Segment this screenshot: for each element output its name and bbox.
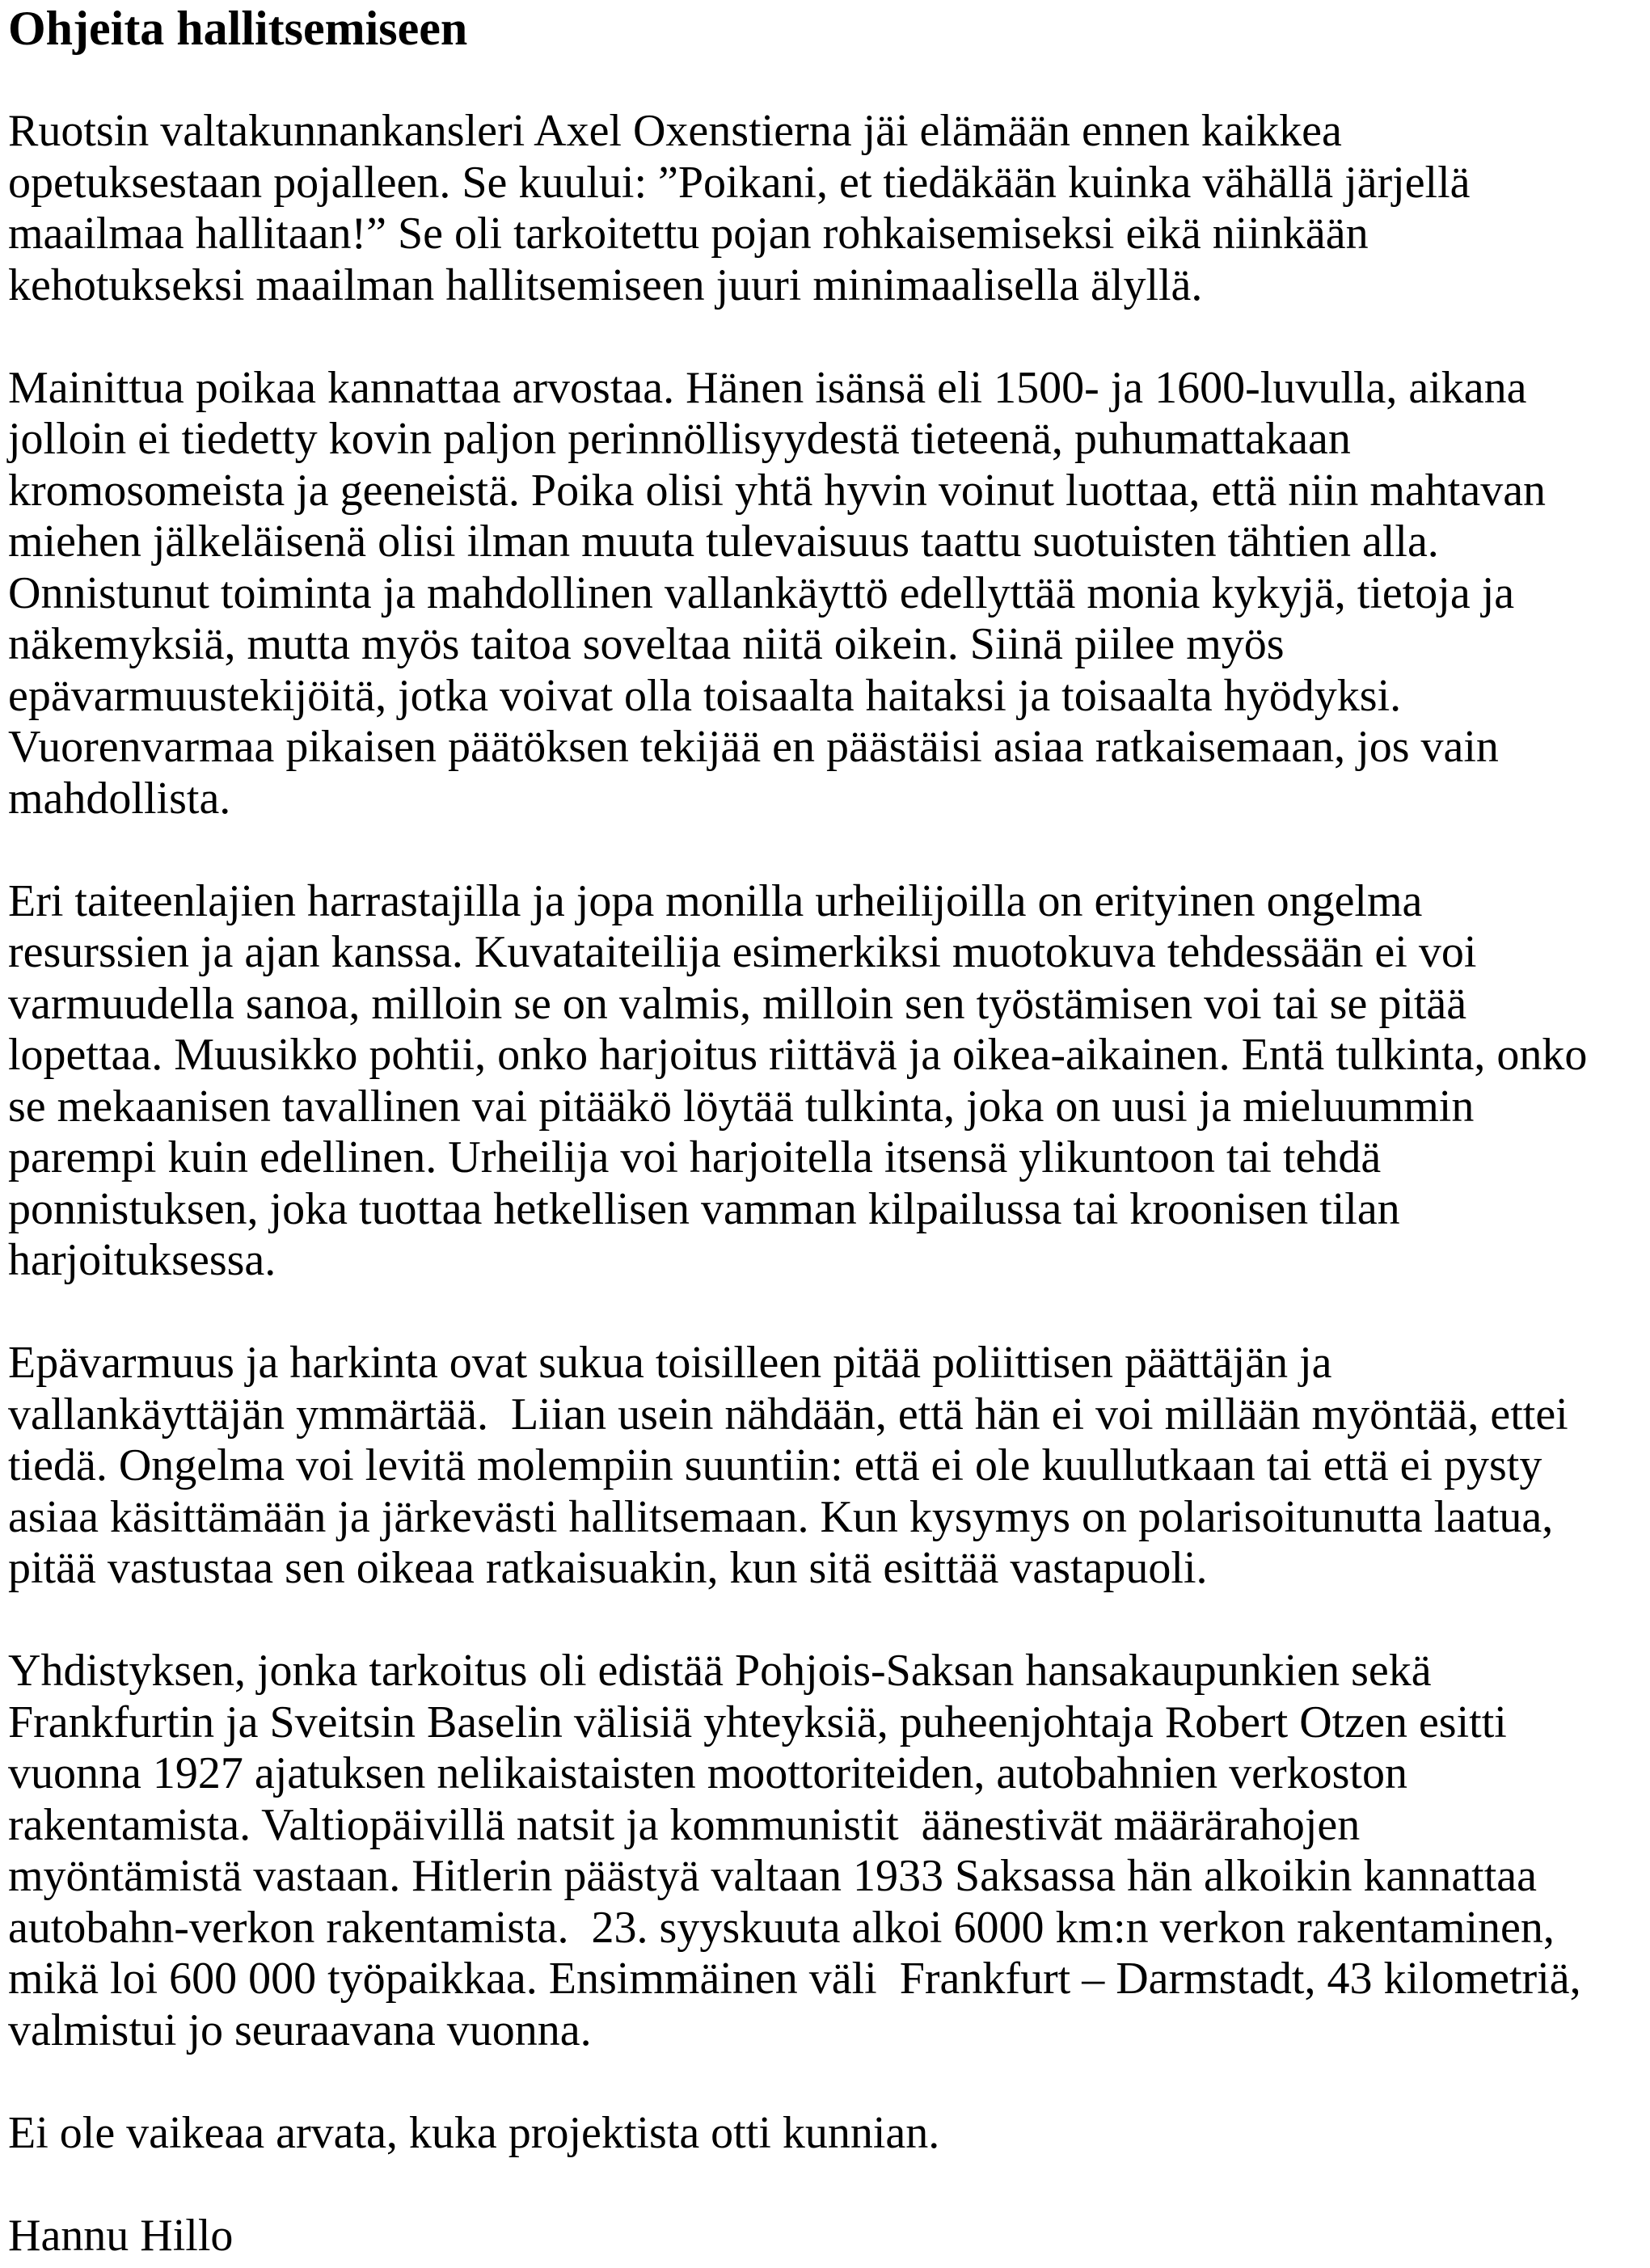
text-line: myöntämistä vastaan. Hitlerin päästyä valtaan 1933 Saksassa hän alkoikin kannattaa	[8, 1851, 1538, 1901]
paragraph-autobahn	[8, 1646, 1645, 2056]
text-line: Yhdistyksen, jonka tarkoitus oli edistää Pohjois-Saksan hansakaupunkien sekä	[8, 1646, 1432, 1696]
text-line: pitää vastustaa sen oikeaa ratkaisuakin, kun sitä esittää vastapuoli.	[8, 1543, 1208, 1593]
text-line: lopettaa. Muusikko pohtii, onko harjoitus riittävä ja oikea-aikainen. Entä tulkinta, onko	[8, 1030, 1588, 1080]
document-title: Ohjeita hallitsemiseen	[8, 2, 468, 55]
text-line: asiaa käsittämään ja järkevästi hallitsemaan. Kun kysymys on polarisoitunutta laatua,	[8, 1491, 1554, 1542]
document-page	[8, 3, 1645, 2262]
text-line: parempi kuin edellinen. Urheilija voi harjoitella itsensä ylikuntoon tai tehdä	[8, 1132, 1382, 1182]
text-line: näkemyksiä, mutta myös taitoa soveltaa niitä oikein. Siinä piilee myös	[8, 619, 1285, 669]
author-name: Hannu Hillo	[8, 2210, 234, 2261]
text-line: Ei ole vaikeaa arvata, kuka projektista otti kunnian.	[8, 2107, 940, 2158]
text-line: miehen jälkeläisenä olisi ilman muuta tulevaisuus taattu suotuisten tähtien alla.	[8, 516, 1439, 567]
text-line: rakentamista. Valtiopäivillä natsit ja kommunistit äänestivät määrärahojen	[8, 1799, 1361, 1850]
text-line: Vuorenvarmaa pikaisen päätöksen tekijää en päästäisi asiaa ratkaisemaan, jos vain	[8, 722, 1499, 772]
paragraph-artists	[8, 876, 1645, 1287]
text-line: Eri taiteenlajien harrastajilla ja jopa monilla urheilijoilla on erityinen ongelma	[8, 875, 1423, 926]
text-line: Onnistunut toiminta ja mahdollinen vallankäyttö edellyttää monia kykyjä, tietoja ja	[8, 567, 1515, 618]
text-line: epävarmuustekijöitä, jotka voivat olla toisaalta haitaksi ja toisaalta hyödyksi.	[8, 670, 1402, 721]
text-line: harjoituksessa.	[8, 1235, 276, 1285]
paragraph-uncertainty	[8, 1338, 1645, 1595]
text-line: Ruotsin valtakunnankansleri Axel Oxenstierna jäi elämään ennen kaikkea	[8, 106, 1342, 156]
text-line: resurssien ja ajan kanssa. Kuvataiteilija esimerkiksi muotokuva tehdessään ei voi	[8, 927, 1477, 977]
text-line: se mekaanisen tavallinen vai pitääkö löytää tulkinta, joka on uusi ja mieluummin	[8, 1081, 1475, 1132]
text-line: Epävarmuus ja harkinta ovat sukua toisilleen pitää poliittisen päättäjän ja	[8, 1338, 1332, 1388]
text-line: maailmaa hallitaan!” Se oli tarkoitettu pojan rohkaisemiseksi eikä niinkään	[8, 209, 1369, 259]
text-line: vuonna 1927 ajatuksen nelikaistaisten moottoriteiden, autobahnien verkoston	[8, 1748, 1407, 1798]
author-signature	[8, 2211, 1645, 2262]
paragraph-conclusion	[8, 2108, 1645, 2160]
text-line: kehotukseksi maailman hallitsemiseen juuri minimaalisella älyllä.	[8, 259, 1203, 310]
text-line: opetuksestaan pojalleen. Se kuului: ”Poikani, et tiedäkään kuinka vähällä järjellä	[8, 157, 1471, 208]
text-line: valmistui jo seuraavana vuonna.	[8, 2005, 592, 2055]
text-line: autobahn-verkon rakentamista. 23. syyskuuta alkoi 6000 km:n verkon rakentaminen,	[8, 1902, 1555, 1953]
text-line: tiedä. Ongelma voi levitä molempiin suuntiin: että ei ole kuullutkaan tai että ei pysty	[8, 1440, 1542, 1490]
text-line: mikä loi 600 000 työpaikkaa. Ensimmäinen väli Frankfurt – Darmstadt, 43 kilometriä,	[8, 1954, 1581, 2004]
text-line: kromosomeista ja geeneistä. Poika olisi yhtä hyvin voinut luottaa, että niin mahtavan	[8, 465, 1547, 516]
text-line: Frankfurtin ja Sveitsin Baselin välisiä yhteyksiä, puheenjohtaja Robert Otzen esitti	[8, 1697, 1507, 1747]
text-line: vallankäyttäjän ymmärtää. Liian usein nähdään, että hän ei voi millään myöntää, ettei	[8, 1389, 1568, 1440]
text-line: jolloin ei tiedetty kovin paljon perinnöllisyydestä tieteenä, puhumattakaan	[8, 414, 1351, 464]
text-line: varmuudella sanoa, milloin se on valmis, milloin sen työstämisen voi tai se pitää	[8, 978, 1467, 1029]
paragraph-oxenstierna	[8, 106, 1645, 311]
text-line: mahdollista.	[8, 773, 231, 824]
paragraph-son	[8, 363, 1645, 825]
text-line: Mainittua poikaa kannattaa arvostaa. Hänen isänsä eli 1500- ja 1600-luvulla, aikana	[8, 362, 1527, 413]
text-line: ponnistuksen, joka tuottaa hetkellisen vamman kilpailussa tai kroonisen tilan	[8, 1183, 1400, 1234]
